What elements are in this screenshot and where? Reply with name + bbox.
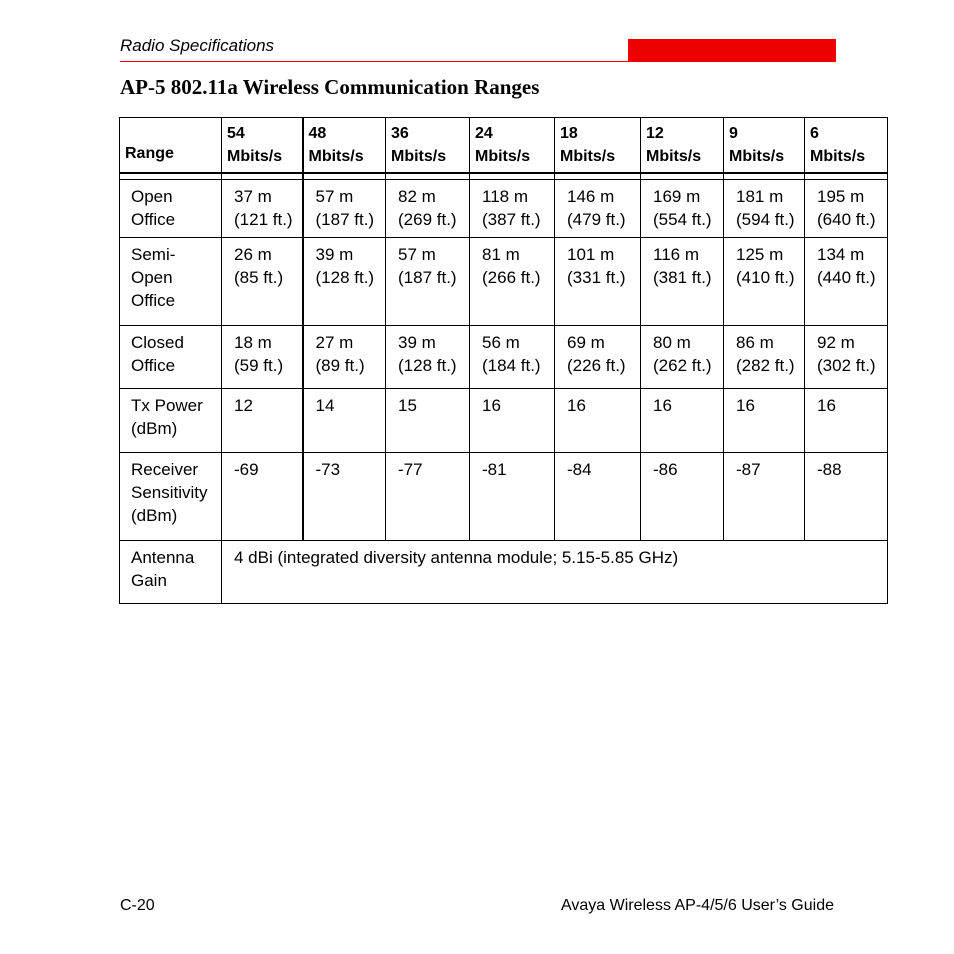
antenna-gain-value: 4 dBi (integrated diversity antenna module; 5.15-5.85 GHz) [222,540,888,603]
row-label: Closed Office [120,325,222,388]
table-cell: 16 [805,388,888,452]
row-label: Semi- Open Office [120,237,222,325]
table-cell: -87 [724,452,805,540]
column-header: 18 Mbits/s [555,118,641,173]
table-cell: 134 m (440 ft.) [805,237,888,325]
table-header-row [120,118,888,173]
column-header: 6 Mbits/s [805,118,888,173]
table-cell: -69 [222,452,303,540]
table-cell: -81 [470,452,555,540]
table-cell: 37 m (121 ft.) [222,179,303,237]
table-cell: 39 m (128 ft.) [303,237,386,325]
table-cell: 14 [303,388,386,452]
table-cell: 181 m (594 ft.) [724,179,805,237]
table-cell: 125 m (410 ft.) [724,237,805,325]
table-cell: 80 m (262 ft.) [641,325,724,388]
column-header: 54 Mbits/s [222,118,303,173]
range-table [119,117,888,604]
table-cell: 118 m (387 ft.) [470,179,555,237]
table-cell: 16 [641,388,724,452]
table-cell: 195 m (640 ft.) [805,179,888,237]
table-cell: 116 m (381 ft.) [641,237,724,325]
table-cell: 146 m (479 ft.) [555,179,641,237]
table-row [120,540,888,603]
table-cell: 39 m (128 ft.) [386,325,470,388]
table-cell: -77 [386,452,470,540]
column-header: 24 Mbits/s [470,118,555,173]
section-title: AP-5 802.11a Wireless Communication Ranges [120,75,540,99]
page-number: C-20 [120,897,155,914]
table-cell: 82 m (269 ft.) [386,179,470,237]
row-label: Open Office [120,179,222,237]
table-row [120,325,888,388]
column-header: 36 Mbits/s [386,118,470,173]
column-header: 48 Mbits/s [303,118,386,173]
table-cell: 101 m (331 ft.) [555,237,641,325]
header-accent-bar [628,39,836,61]
table-cell: 169 m (554 ft.) [641,179,724,237]
table-cell: -73 [303,452,386,540]
table-cell: 86 m (282 ft.) [724,325,805,388]
table-cell: 56 m (184 ft.) [470,325,555,388]
running-header-title: Radio Specifications [120,36,275,55]
table-cell: 16 [724,388,805,452]
row-label: Tx Power (dBm) [120,388,222,452]
table-row [120,237,888,325]
table-cell: 16 [470,388,555,452]
table-cell: 26 m (85 ft.) [222,237,303,325]
table-cell: 16 [555,388,641,452]
table-cell: 27 m (89 ft.) [303,325,386,388]
table-cell: -84 [555,452,641,540]
table-cell: 57 m (187 ft.) [386,237,470,325]
column-header: 9 Mbits/s [724,118,805,173]
row-label: Antenna Gain [120,540,222,603]
range-header: Range [120,118,222,173]
table-cell: 57 m (187 ft.) [303,179,386,237]
guide-title: Avaya Wireless AP-4/5/6 User’s Guide [560,897,834,914]
table-cell: -86 [641,452,724,540]
table-cell: 18 m (59 ft.) [222,325,303,388]
table-cell: 92 m (302 ft.) [805,325,888,388]
header-rule [120,61,836,62]
table-cell: 15 [386,388,470,452]
table-cell: 81 m (266 ft.) [470,237,555,325]
table-cell: -88 [805,452,888,540]
table-row [120,388,888,452]
table-row [120,179,888,237]
table-cell: 12 [222,388,303,452]
column-header: 12 Mbits/s [641,118,724,173]
table-cell: 69 m (226 ft.) [555,325,641,388]
table-row [120,452,888,540]
row-label: Receiver Sensitivity (dBm) [120,452,222,540]
